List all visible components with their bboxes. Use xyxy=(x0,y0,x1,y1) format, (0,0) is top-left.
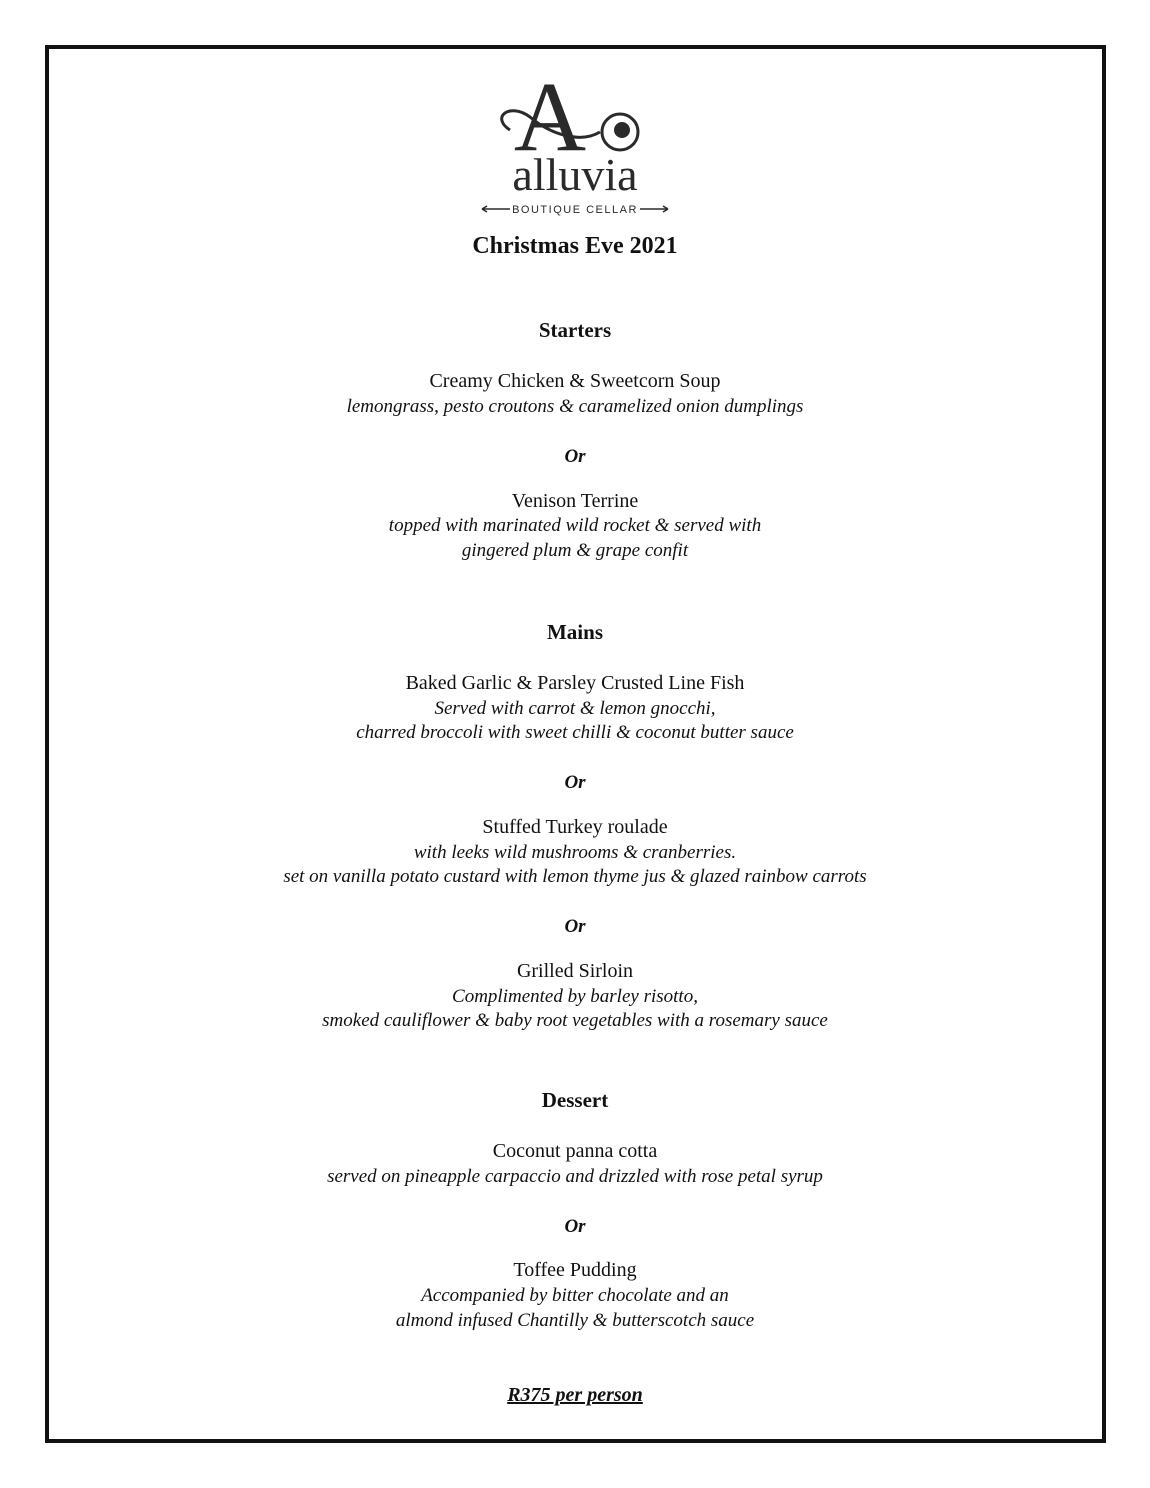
dish-description: served on pineapple carpaccio and drizzled with rose petal syrup xyxy=(327,1166,823,1187)
dish-description: lemongrass, pesto croutons & caramelized onion dumplings xyxy=(346,396,804,417)
dish-description: almond infused Chantilly & butterscotch sauce xyxy=(395,1310,755,1331)
dish-description: gingered plum & grape confit xyxy=(461,540,689,561)
or-separator: Or xyxy=(564,772,586,793)
dish-name: Toffee Pudding xyxy=(513,1259,637,1281)
dish-description: smoked cauliflower & baby root vegetables with a rosemary sauce xyxy=(322,1010,828,1031)
logo-wordmark: alluvia xyxy=(512,149,638,200)
logo-tagline: BOUTIQUE CELLAR xyxy=(512,204,638,216)
dish-description: set on vanilla potato custard with lemon thyme jus & glazed rainbow carrots xyxy=(283,866,867,887)
or-separator: Or xyxy=(564,446,586,467)
dish-description: with leeks wild mushrooms & cranberries. xyxy=(413,842,737,863)
dish-name: Creamy Chicken & Sweetcorn Soup xyxy=(429,370,721,392)
dish-name: Venison Terrine xyxy=(511,490,639,512)
menu-title: Christmas Eve 2021 xyxy=(472,233,678,259)
dish-name: Coconut panna cotta xyxy=(492,1140,658,1162)
dish-description: Served with carrot & lemon gnocchi, xyxy=(434,698,716,719)
dish-name: Baked Garlic & Parsley Crusted Line Fish xyxy=(405,672,745,694)
section-heading-dessert: Dessert xyxy=(541,1088,609,1112)
dish-name: Stuffed Turkey roulade xyxy=(482,816,668,838)
ornament-right-icon xyxy=(640,206,668,212)
dish-description: charred broccoli with sweet chilli & coconut butter sauce xyxy=(356,722,794,743)
dish-description: topped with marinated wild rocket & served with xyxy=(388,515,762,536)
price: R375 per person xyxy=(507,1384,643,1406)
dish-name: Grilled Sirloin xyxy=(516,960,634,982)
dish-description: Complimented by barley risotto, xyxy=(452,986,698,1007)
or-separator: Or xyxy=(564,1216,586,1237)
dish-description: Accompanied by bitter chocolate and an xyxy=(421,1285,729,1306)
alluvia-logo xyxy=(470,62,680,222)
section-heading-mains: Mains xyxy=(546,620,603,644)
section-heading-starters: Starters xyxy=(538,318,612,342)
ornament-left-icon xyxy=(482,206,510,212)
logo-monogram: A xyxy=(513,62,587,172)
or-separator: Or xyxy=(564,916,586,937)
